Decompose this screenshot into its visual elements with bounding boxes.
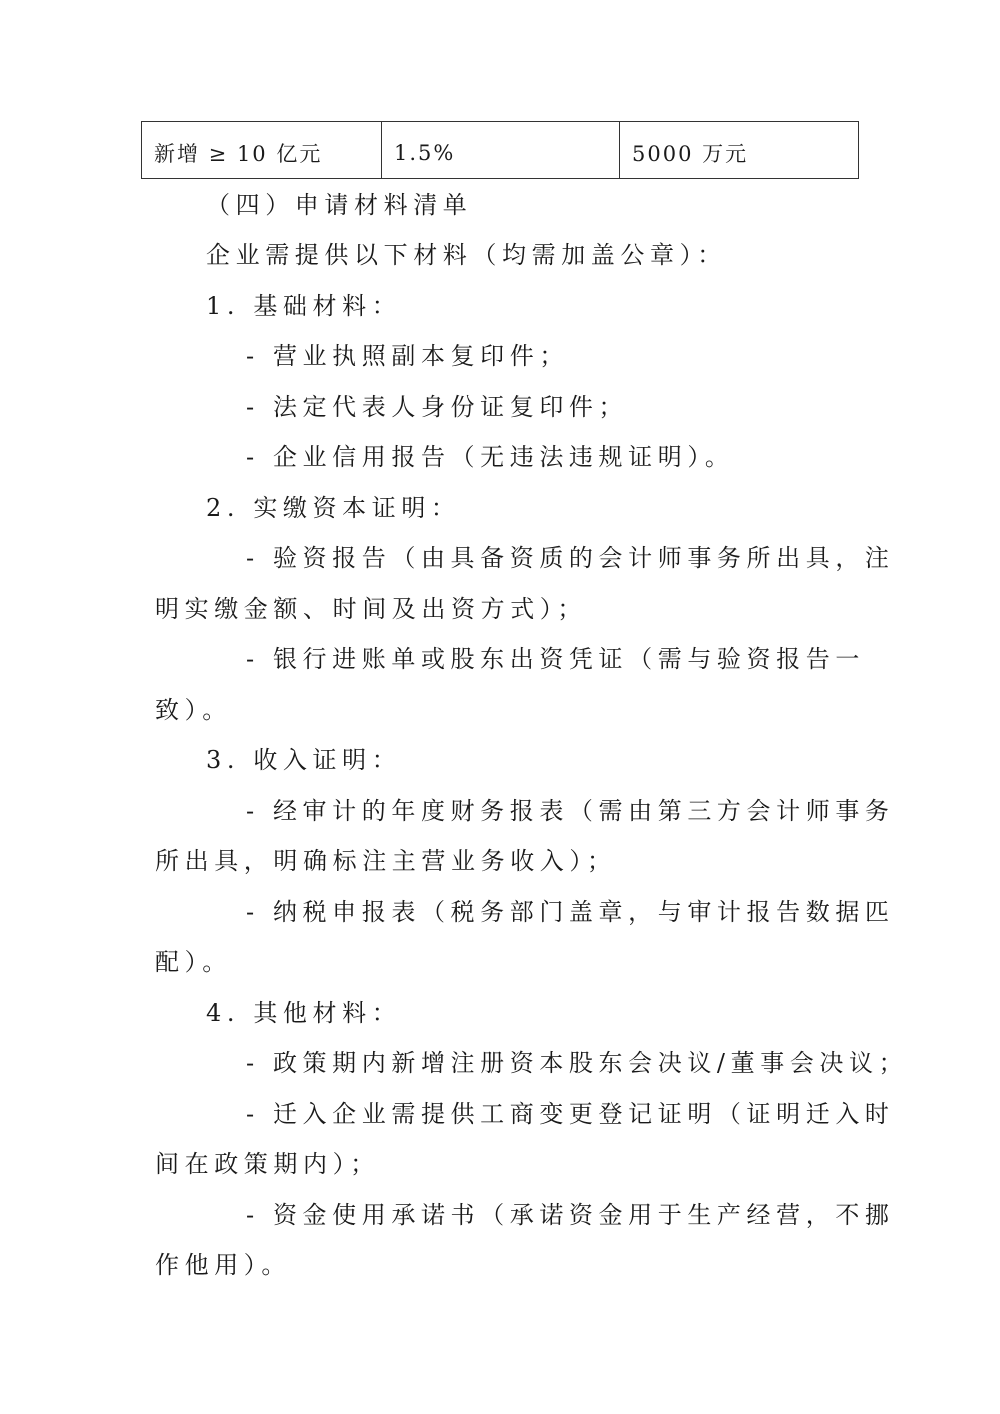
section-heading: （四）申请材料清单 [206, 191, 473, 219]
list-item-continuation: 间在政策期内）； [155, 1150, 380, 1178]
list-item [155, 542, 895, 574]
list-item-text: - 迁入企业需提供工商变更登记证明（证明迁入时 [246, 1100, 895, 1128]
list-item: - 企业信用报告（无违法违规证明）。 [246, 443, 735, 471]
list-item [155, 1199, 895, 1231]
group-title-capital: 2. 实缴资本证明： [206, 494, 461, 522]
table-row [142, 122, 859, 179]
list-item [155, 896, 895, 928]
list-item-continuation: 致）。 [155, 696, 232, 724]
list-item [155, 1098, 895, 1130]
subsidy-table [141, 121, 859, 179]
list-item-continuation: 作他用）。 [155, 1251, 291, 1279]
group-title-basic: 1. 基础材料： [206, 292, 402, 320]
list-item-text: - 银行进账单或股东出资凭证（需与验资报告一 [246, 645, 865, 673]
list-item: - 营业执照副本复印件； [246, 342, 569, 370]
list-item-continuation: 明实缴金额、时间及出资方式）； [155, 595, 587, 623]
list-item-continuation: 所出具，明确标注主营业务收入）； [155, 847, 617, 875]
table-cell: 新增 ≥ 10 亿元 [142, 122, 382, 179]
list-item-text: - 经审计的年度财务报表（需由第三方会计师事务 [246, 797, 895, 825]
group-title-income: 3. 收入证明： [206, 746, 402, 774]
list-item-continuation: 配）。 [155, 948, 232, 976]
group-title-other: 4. 其他材料： [206, 999, 402, 1027]
intro-paragraph: 企业需提供以下材料（均需加盖公章）： [206, 241, 727, 269]
list-item-text: - 资金使用承诺书（承诺资金用于生产经营，不挪 [246, 1201, 895, 1229]
list-item [155, 1047, 909, 1079]
list-item-text: - 纳税申报表（税务部门盖章，与审计报告数据匹 [246, 898, 895, 926]
list-item [155, 643, 865, 675]
list-item [155, 795, 895, 827]
table-cell: 5000 万元 [620, 122, 859, 179]
list-item-text: - 验资报告（由具备资质的会计师事务所出具，注 [246, 544, 895, 572]
list-item: - 法定代表人身份证复印件； [246, 393, 629, 421]
list-item-text: - 政策期内新增注册资本股东会决议/董事会决议； [246, 1049, 909, 1077]
table-cell: 1.5% [382, 122, 620, 179]
